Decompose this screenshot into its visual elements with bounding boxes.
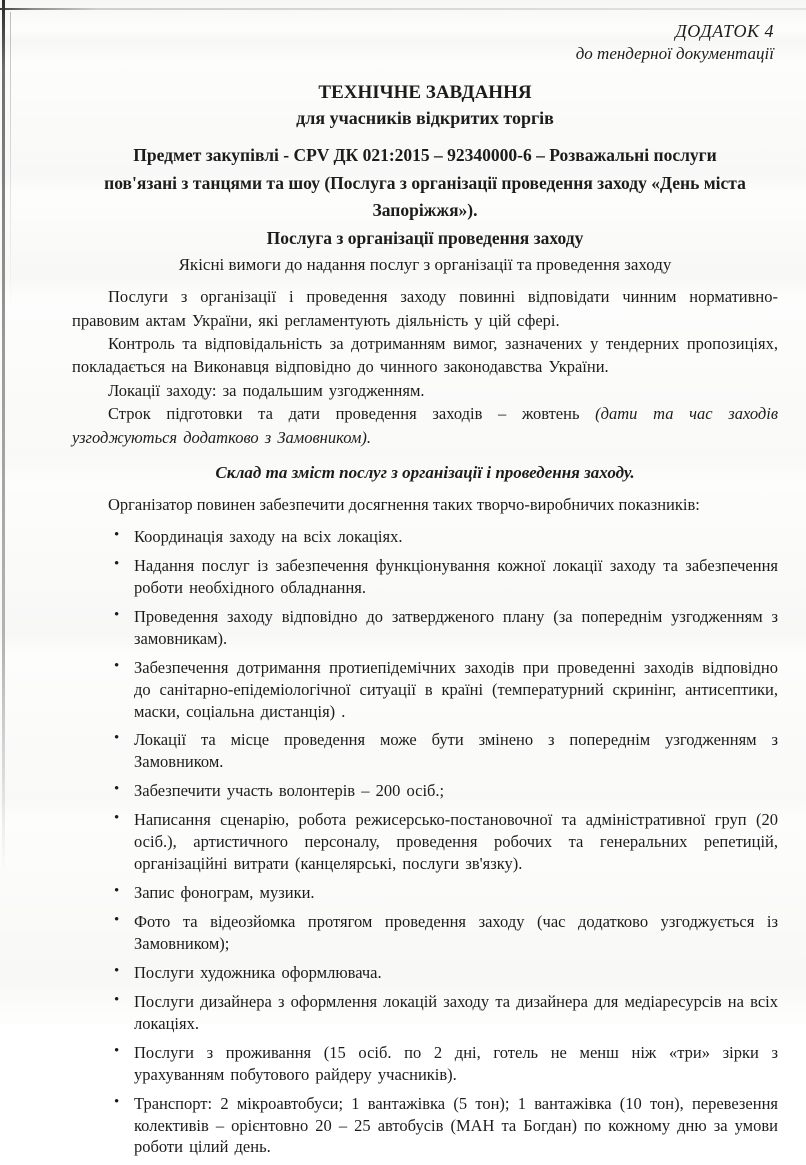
- annex-sublabel: до тендерної документації: [575, 44, 774, 64]
- list-item: [114, 1042, 778, 1086]
- bullet-icon: •: [114, 1093, 120, 1110]
- paragraph-compliance: Послуги з організації і проведення заходу повинні відповідати чинним нормативно-правовим актам України, які регламентують діяльність у цій сфері.: [72, 287, 778, 330]
- paragraph-preparation: [72, 402, 778, 449]
- list-item-text: Транспорт: 2 мікроавтобуси; 1 вантажівка (5 тон); 1 вантажівка (10 тон), перевезення колективів – орієнтовно 20 – 25 автобусів (МАН та Богдан) по кожному дню за умови роботи цілий день.: [134, 1093, 778, 1157]
- composition-heading: Склад та зміст послуг з організації і проведення заходу.: [215, 463, 635, 483]
- document-content: [72, 20, 778, 1165]
- bullet-icon: •: [114, 991, 120, 1008]
- list-item: [114, 1093, 778, 1159]
- bullet-icon: •: [114, 1042, 120, 1059]
- list-item: [114, 657, 778, 723]
- list-item: [114, 991, 778, 1035]
- preparation-italic-note: (дати та час заходів узгоджуються додатково з Замовником).: [72, 404, 779, 447]
- bullet-icon: •: [114, 730, 120, 747]
- paragraph-control: Контроль та відповідальність за дотриманням вимог, зазначених у тендерних пропозиціях, покладається на Виконавця відповідно до чинного законодавства України.: [72, 333, 778, 377]
- bullet-icon: •: [114, 883, 120, 900]
- annex-header: [72, 20, 778, 65]
- preparation-regular-text: Строк підготовки та дати проведення заходів – жовтень: [108, 404, 596, 424]
- list-item: [114, 729, 778, 773]
- list-item-text: Локації та місце проведення може бути змінено з попереднім узгодженням з Замовником.: [134, 730, 778, 772]
- document-subtitle: для учасників відкритих торгів: [296, 108, 554, 129]
- list-item-text: Написання сценарію, робота режисерсько-постановочної та адміністративної груп (20 осіб.), артистичного персоналу, проведення робочих та генеральних репетицій, організаційні витрати (канцелярські, послуги зв'язку).: [134, 810, 778, 874]
- quality-requirements-heading: Якісні вимоги до надання послуг з організації та проведення заходу: [178, 255, 672, 275]
- list-item: [114, 555, 778, 599]
- scan-edge-left-thin-line: [10, 12, 11, 312]
- document-title: ТЕХНІЧНЕ ЗАВДАННЯ: [318, 82, 532, 104]
- bullet-icon: •: [114, 912, 120, 928]
- list-item-text: Фото та відеозйомка протягом проведення заходу (час додатково узгоджується із Замовником);: [134, 912, 778, 953]
- bullet-icon: •: [114, 962, 120, 979]
- scan-edge-top-line: [0, 8, 806, 10]
- bullet-icon: •: [114, 657, 120, 674]
- paragraph-locations: Локації заходу: за подальшим узгодженням.: [108, 380, 425, 400]
- list-item: [114, 526, 778, 548]
- scan-edge-left-line: [2, 0, 5, 870]
- bullet-icon: •: [114, 526, 120, 543]
- requirements-list: [72, 526, 778, 1158]
- list-item-text: Запис фонограм, музики.: [134, 883, 315, 903]
- bullet-icon: •: [114, 781, 120, 798]
- list-item-text: Забезпечення дотримання протиепідемічних заходів при проведенні заходів відповідно до санітарно-епідеміологічної ситуації в країні (температурний скринінг, антисептики, маски, соціальна дистанція) .: [134, 657, 778, 721]
- list-item-text: Послуги художника оформлювача.: [134, 962, 382, 982]
- list-item-text: Координація заходу на всіх локаціях.: [134, 526, 403, 546]
- body-paragraphs: [72, 285, 778, 449]
- list-item-text: Послуги з проживання (15 осіб. по 2 дні, готель не менш ніж «три» зірки з урахуванням побутового райдеру учасників).: [134, 1042, 778, 1084]
- bullet-icon: •: [114, 810, 120, 827]
- list-item: [114, 962, 778, 984]
- list-item: [114, 809, 778, 875]
- list-item-text: Проведення заходу відповідно до затвердженого плану (за попереднім узгодженням з замовникам).: [134, 606, 778, 648]
- list-item-text: Забезпечити участь волонтерів – 200 осіб.;: [134, 781, 445, 801]
- bullet-icon: •: [114, 555, 120, 572]
- list-item: [114, 882, 778, 904]
- organizer-intro: Організатор повинен забезпечити досягнення таких творчо-виробничих показників:: [108, 494, 700, 514]
- list-item-text: Послуги дизайнера з оформлення локацій заходу та дизайнера для медіаресурсів на всіх локаціях.: [134, 991, 778, 1033]
- list-item-text: Надання послуг із забезпечення функціонування кожної локації заходу та забезпечення роботи необхідного обладнання.: [134, 555, 778, 597]
- list-item: [114, 606, 778, 650]
- list-item: [114, 911, 778, 955]
- annex-label: ДОДАТОК 4: [675, 21, 774, 41]
- service-heading: Послуга з організації проведення заходу: [266, 227, 584, 248]
- list-item: [114, 780, 778, 802]
- procurement-subject-heading: Предмет закупівлі - CPV ДК 021:2015 – 92340000-6 – Розважальні послуги пов'язані з танцями та шоу (Послуга з організації проведення заходу «День міста Запоріжжя»).: [104, 145, 746, 220]
- bullet-icon: •: [114, 606, 120, 623]
